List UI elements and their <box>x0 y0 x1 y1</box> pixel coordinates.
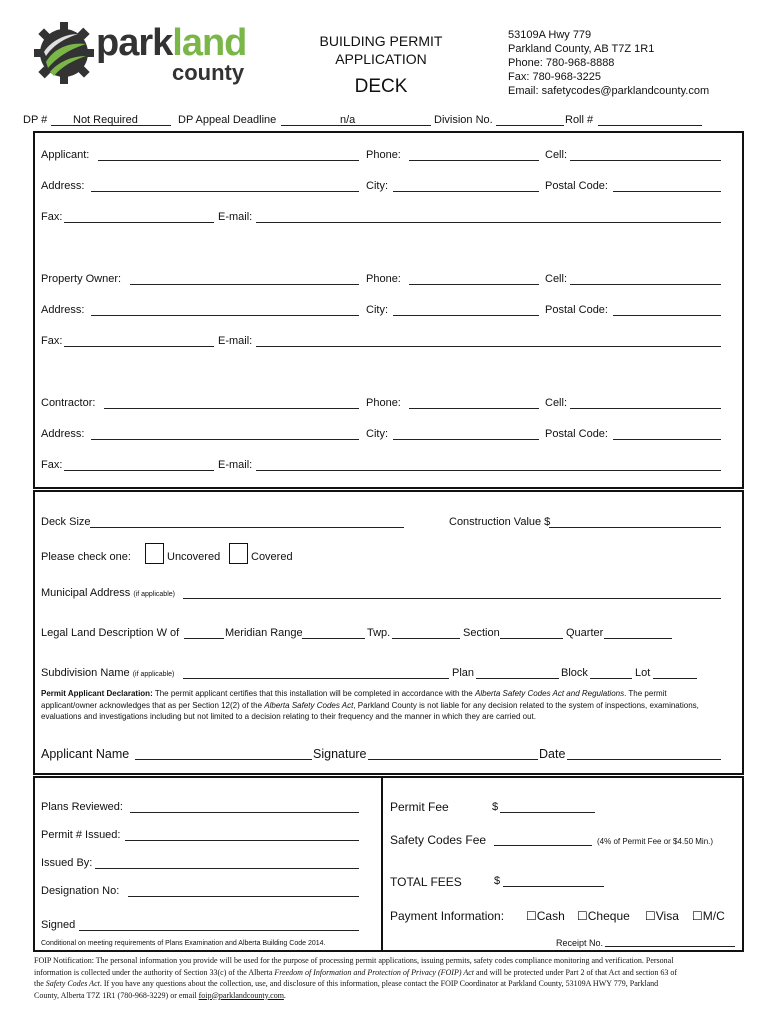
contractor-postal-label: Postal Code: <box>545 428 608 440</box>
issued-by-field[interactable] <box>95 868 359 869</box>
contractor-city-field[interactable] <box>393 439 539 440</box>
municipal-address-text: Municipal Address <box>41 587 131 599</box>
plan-label: Plan <box>452 667 475 679</box>
applicant-postal-label: Postal Code: <box>545 180 608 192</box>
contractor-city-label: City: <box>366 428 388 440</box>
foip-notice <box>34 955 740 1001</box>
block-label: Block <box>561 667 588 679</box>
contact-email: Email: safetycodes@parklandcounty.com <box>508 85 710 97</box>
municipal-address-label <box>41 587 175 599</box>
declaration-bold: Permit Applicant Declaration: <box>41 689 153 698</box>
declaration-act-2: Alberta Safety Codes Act <box>264 700 354 710</box>
roll-field[interactable] <box>598 125 702 126</box>
form-title <box>296 32 466 96</box>
section-label: Section <box>463 627 500 639</box>
payment-visa-option[interactable]: ☐Visa <box>645 909 679 923</box>
date-field[interactable] <box>567 759 721 760</box>
signature-label: Signature <box>313 747 367 761</box>
plans-reviewed-field[interactable] <box>130 812 359 813</box>
receipt-label: Receipt No. <box>556 938 604 948</box>
declaration-text-2b: , Parkland County is not liable for any decision related to the system of inspections, examinations, <box>353 700 699 710</box>
foip-line-2a: information is collected under the authority of Section 33(c) of the Alberta <box>34 967 275 977</box>
declaration-text-2a: applicant/owner acknowledges that as per Section 12(2) of the <box>41 700 265 710</box>
owner-email-label: E-mail: <box>218 335 253 347</box>
receipt-field[interactable] <box>605 946 735 947</box>
title-line-2: APPLICATION <box>335 51 427 67</box>
foip-line-4 <box>34 990 740 1002</box>
contractor-email-label: E-mail: <box>218 459 253 471</box>
foip-email-link[interactable]: foip@parklandcounty.com <box>198 990 284 1000</box>
dp-appeal-field[interactable] <box>281 125 431 126</box>
contractor-cell-label: Cell: <box>545 397 568 409</box>
applicant-name-label: Applicant Name <box>41 747 130 761</box>
permit-issued-label: Permit # Issued: <box>41 829 121 841</box>
municipal-if-applicable: (if applicable) <box>133 591 175 598</box>
safety-fee-field[interactable] <box>494 845 592 846</box>
owner-address-field[interactable] <box>91 315 359 316</box>
parkland-logo <box>34 20 247 86</box>
owner-city-label: City: <box>366 304 388 316</box>
lot-label: Lot <box>635 667 651 679</box>
safety-fee-note: (4% of Permit Fee or $4.50 Min.) <box>597 837 714 846</box>
contractor-label: Contractor: <box>41 397 96 409</box>
uncovered-checkbox[interactable] <box>145 543 164 564</box>
permit-fee-dollar: $ <box>492 801 499 813</box>
contact-block <box>508 28 709 98</box>
applicant-city-label: City: <box>366 180 388 192</box>
contact-address-2: Parkland County, AB T7Z 1R1 <box>508 43 655 55</box>
foip-line-3b: . If you have any questions about the collection, use, and disclosure of this information, please contact the FOIP Coordinator at Parkland County, 53109A HWY 779, Parkland <box>99 979 659 988</box>
foip-line-2 <box>34 967 740 979</box>
applicant-address-label: Address: <box>41 180 85 192</box>
applicant-address-field[interactable] <box>91 191 359 192</box>
contractor-address-label: Address: <box>41 428 85 440</box>
owner-label: Property Owner: <box>41 273 122 285</box>
declaration <box>41 688 741 723</box>
owner-address-label: Address: <box>41 304 85 316</box>
payment-info-label: Payment Information: <box>390 909 505 923</box>
title-line-1: BUILDING PERMIT <box>319 33 443 49</box>
foip-line-1: FOIP Notification: The personal information you provide will be used for the purpose of processing permit applications, issuing permits, safety codes compliance monitoring and verification. Personal <box>34 956 674 965</box>
permit-fee-label: Permit Fee <box>390 800 449 814</box>
quarter-field[interactable] <box>604 638 672 639</box>
owner-cell-field[interactable] <box>570 284 721 285</box>
owner-phone-label: Phone: <box>366 273 401 285</box>
owner-email-field[interactable] <box>256 346 721 347</box>
contractor-fax-label: Fax: <box>41 459 63 471</box>
declaration-line-2 <box>41 700 741 712</box>
quarter-label: Quarter <box>566 627 604 639</box>
deck-size-field[interactable] <box>90 527 404 528</box>
construction-value-field[interactable] <box>549 527 721 528</box>
please-check-label: Please check one: <box>41 551 131 563</box>
declaration-text-1: The permit applicant certifies that this installation will be completed in accordance with the <box>152 689 475 698</box>
covered-label: Covered <box>251 551 293 563</box>
logo-emblem-icon <box>34 22 94 84</box>
foip-line-3 <box>34 978 740 990</box>
roll-label: Roll # <box>565 114 594 126</box>
date-label: Date <box>539 747 566 761</box>
plans-reviewed-label: Plans Reviewed: <box>41 801 123 813</box>
permit-fee-field[interactable] <box>500 812 595 813</box>
range-field[interactable] <box>302 638 365 639</box>
permit-issued-field[interactable] <box>125 840 359 841</box>
municipal-address-field[interactable] <box>183 598 721 599</box>
dp-appeal-label: DP Appeal Deadline <box>178 114 277 126</box>
applicant-cell-field[interactable] <box>570 160 721 161</box>
signed-label: Signed <box>41 919 76 931</box>
block-field[interactable] <box>590 678 632 679</box>
dp-value: Not Required <box>73 114 138 126</box>
payment-cheque-option[interactable]: ☐Cheque <box>577 909 630 923</box>
contractor-address-field[interactable] <box>91 439 359 440</box>
owner-name-field[interactable] <box>130 284 359 285</box>
applicant-name-field[interactable] <box>98 160 359 161</box>
logo-word-county: county <box>172 60 245 85</box>
subdivision-label <box>41 667 174 679</box>
applicant-phone-field[interactable] <box>409 160 539 161</box>
owner-cell-label: Cell: <box>545 273 568 285</box>
foip-line-2b: and will be protected under Part 2 of that Act and section 63 of <box>474 967 678 977</box>
legal-w-of-field[interactable] <box>184 638 224 639</box>
foip-line-3a: the <box>34 979 46 988</box>
owner-postal-label: Postal Code: <box>545 304 608 316</box>
total-fees-label: TOTAL FEES <box>390 875 462 889</box>
subdivision-text: Subdivision Name <box>41 667 130 679</box>
applicant-fax-label: Fax: <box>41 211 63 223</box>
contractor-phone-label: Phone: <box>366 397 401 409</box>
declaration-text-1-end: . The permit <box>624 689 667 698</box>
foip-safety-act: Safety Codes Act <box>45 979 100 988</box>
declaration-line-3: evaluations and investigations including but not limited to a decision relating to their frequency and the manner in which they are carried out. <box>41 712 536 721</box>
foip-line-4b: . <box>283 990 286 1000</box>
designation-label: Designation No: <box>41 885 120 897</box>
contractor-name-field[interactable] <box>104 408 359 409</box>
owner-postal-field[interactable] <box>613 315 721 316</box>
applicant-city-field[interactable] <box>393 191 539 192</box>
logo-word-park: park <box>96 22 173 64</box>
plan-field[interactable] <box>476 678 559 679</box>
dp-appeal-value: n/a <box>340 114 356 126</box>
payment-mc-option[interactable]: ☐M/C <box>692 909 725 923</box>
division-field[interactable] <box>496 125 564 126</box>
total-fees-dollar: $ <box>494 875 501 887</box>
dp-label: DP # <box>23 114 48 126</box>
twp-field[interactable] <box>392 638 460 639</box>
applicant-postal-field[interactable] <box>613 191 721 192</box>
covered-checkbox[interactable] <box>229 543 248 564</box>
owner-fax-label: Fax: <box>41 335 63 347</box>
contact-address-1: 53109A Hwy 779 <box>508 29 592 41</box>
uncovered-label: Uncovered <box>167 551 221 563</box>
owner-city-field[interactable] <box>393 315 539 316</box>
legal-land-label: Legal Land Description W of <box>41 627 180 639</box>
issued-by-label: Issued By: <box>41 857 93 869</box>
payment-cash-option[interactable]: ☐Cash <box>526 909 565 923</box>
deck-size-label: Deck Size <box>41 516 91 528</box>
title-type: DECK <box>354 76 408 97</box>
meridian-range-label: Meridian Range <box>225 627 303 639</box>
applicant-email-label: E-mail: <box>218 211 253 223</box>
applicant-name-sign-field[interactable] <box>135 759 312 760</box>
logo-word-land: land <box>172 22 247 64</box>
twp-label: Twp. <box>367 627 391 639</box>
contractor-postal-field[interactable] <box>613 439 721 440</box>
applicant-phone-label: Phone: <box>366 149 401 161</box>
applicant-cell-label: Cell: <box>545 149 568 161</box>
applicant-fax-field[interactable] <box>64 222 214 223</box>
owner-fax-field[interactable] <box>64 346 214 347</box>
declaration-line-1 <box>41 688 741 700</box>
subdivision-field[interactable] <box>183 678 449 679</box>
contact-phone: Phone: 780-968-8888 <box>508 57 615 69</box>
section-field[interactable] <box>500 638 563 639</box>
signed-field[interactable] <box>79 930 359 931</box>
applicant-email-field[interactable] <box>256 222 721 223</box>
construction-value-label: Construction Value $ <box>449 516 551 528</box>
foip-line-4a: County, Alberta T7Z 1R1 (780-968-3229) or email <box>34 990 199 1000</box>
applicant-label: Applicant: <box>41 149 90 161</box>
contractor-cell-field[interactable] <box>570 408 721 409</box>
contractor-fax-field[interactable] <box>64 470 214 471</box>
designation-field[interactable] <box>128 896 359 897</box>
declaration-act: Alberta Safety Codes Act and Regulations <box>474 689 625 698</box>
parties-section <box>33 131 744 489</box>
owner-phone-field[interactable] <box>409 284 539 285</box>
conditional-note: Conditional on meeting requirements of Plans Examination and Alberta Building Code 2014. <box>41 940 326 947</box>
subdivision-if-applicable: (if applicable) <box>132 671 175 678</box>
safety-fee-label: Safety Codes Fee <box>390 833 487 847</box>
signature-field[interactable] <box>368 759 538 760</box>
foip-act: Freedom of Information and Protection of Privacy (FOIP) Act <box>274 967 475 977</box>
total-fees-field[interactable] <box>503 886 604 887</box>
lot-field[interactable] <box>653 678 697 679</box>
contact-fax: Fax: 780-968-3225 <box>508 71 601 83</box>
contractor-phone-field[interactable] <box>409 408 539 409</box>
division-label: Division No. <box>434 114 493 126</box>
contractor-email-field[interactable] <box>256 470 721 471</box>
